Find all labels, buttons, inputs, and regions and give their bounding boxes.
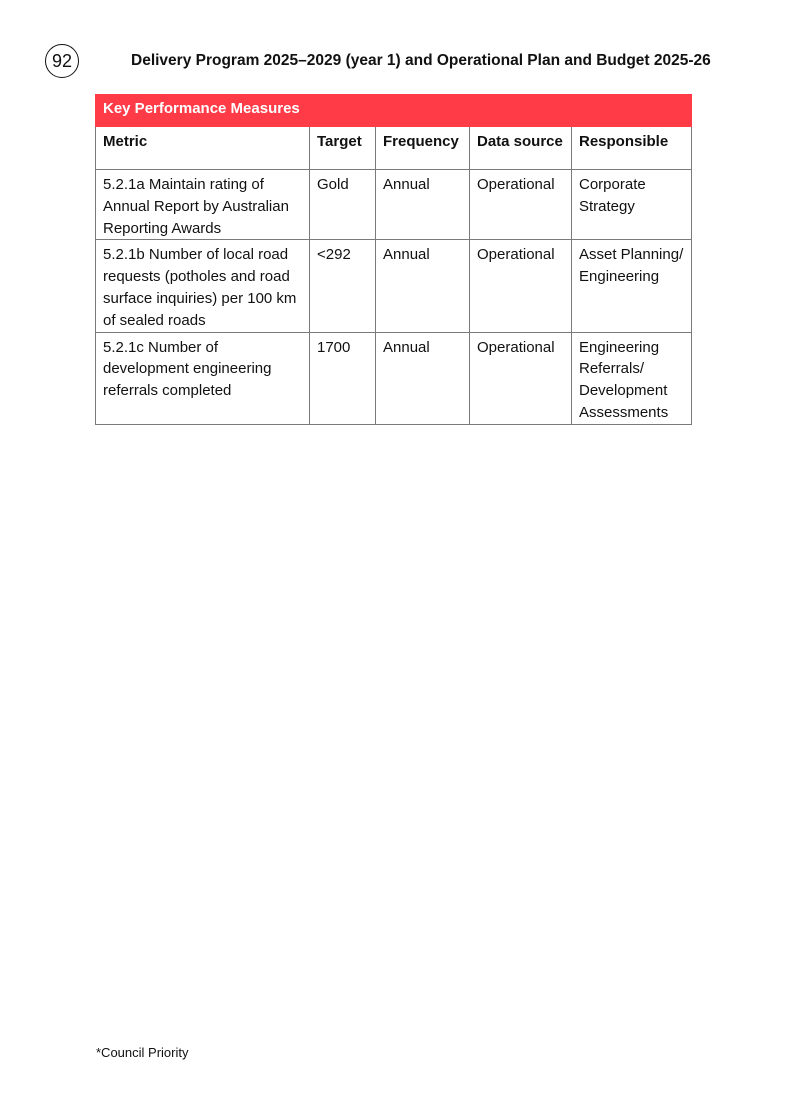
footnote: *Council Priority (96, 1045, 189, 1060)
table-title-row (96, 95, 692, 127)
column-header-data-source: Data source (470, 127, 572, 170)
cell-target: 1700 (310, 332, 376, 424)
column-header-target: Target (310, 127, 376, 170)
cell-responsible: Engineering Referrals/ Development Assessments (572, 332, 692, 424)
page-number (45, 44, 79, 78)
cell-data-source: Operational (470, 170, 572, 240)
cell-responsible: Corporate Strategy (572, 170, 692, 240)
table-row (96, 240, 692, 332)
cell-frequency: Annual (376, 332, 470, 424)
table-header-row (96, 127, 692, 170)
cell-frequency: Annual (376, 170, 470, 240)
cell-metric: 5.2.1c Number of development engineering referrals completed (96, 332, 310, 424)
cell-responsible: Asset Planning/ Engineering (572, 240, 692, 332)
table-row (96, 332, 692, 424)
table-row (96, 170, 692, 240)
cell-frequency: Annual (376, 240, 470, 332)
column-header-metric: Metric (96, 127, 310, 170)
cell-target: <292 (310, 240, 376, 332)
cell-data-source: Operational (470, 332, 572, 424)
table-title: Key Performance Measures (96, 95, 692, 127)
running-header: Delivery Program 2025–2029 (year 1) and Operational Plan and Budget 2025-26 (131, 52, 711, 69)
cell-metric: 5.2.1a Maintain rating of Annual Report by Australian Reporting Awards (96, 170, 310, 240)
cell-data-source: Operational (470, 240, 572, 332)
cell-target: Gold (310, 170, 376, 240)
cell-metric: 5.2.1b Number of local road requests (potholes and road surface inquiries) per 100 km of sealed roads (96, 240, 310, 332)
key-performance-measures-table (95, 94, 692, 425)
page-number-text: 92 (51, 50, 73, 71)
column-header-frequency: Frequency (376, 127, 470, 170)
column-header-responsible: Responsible (572, 127, 692, 170)
